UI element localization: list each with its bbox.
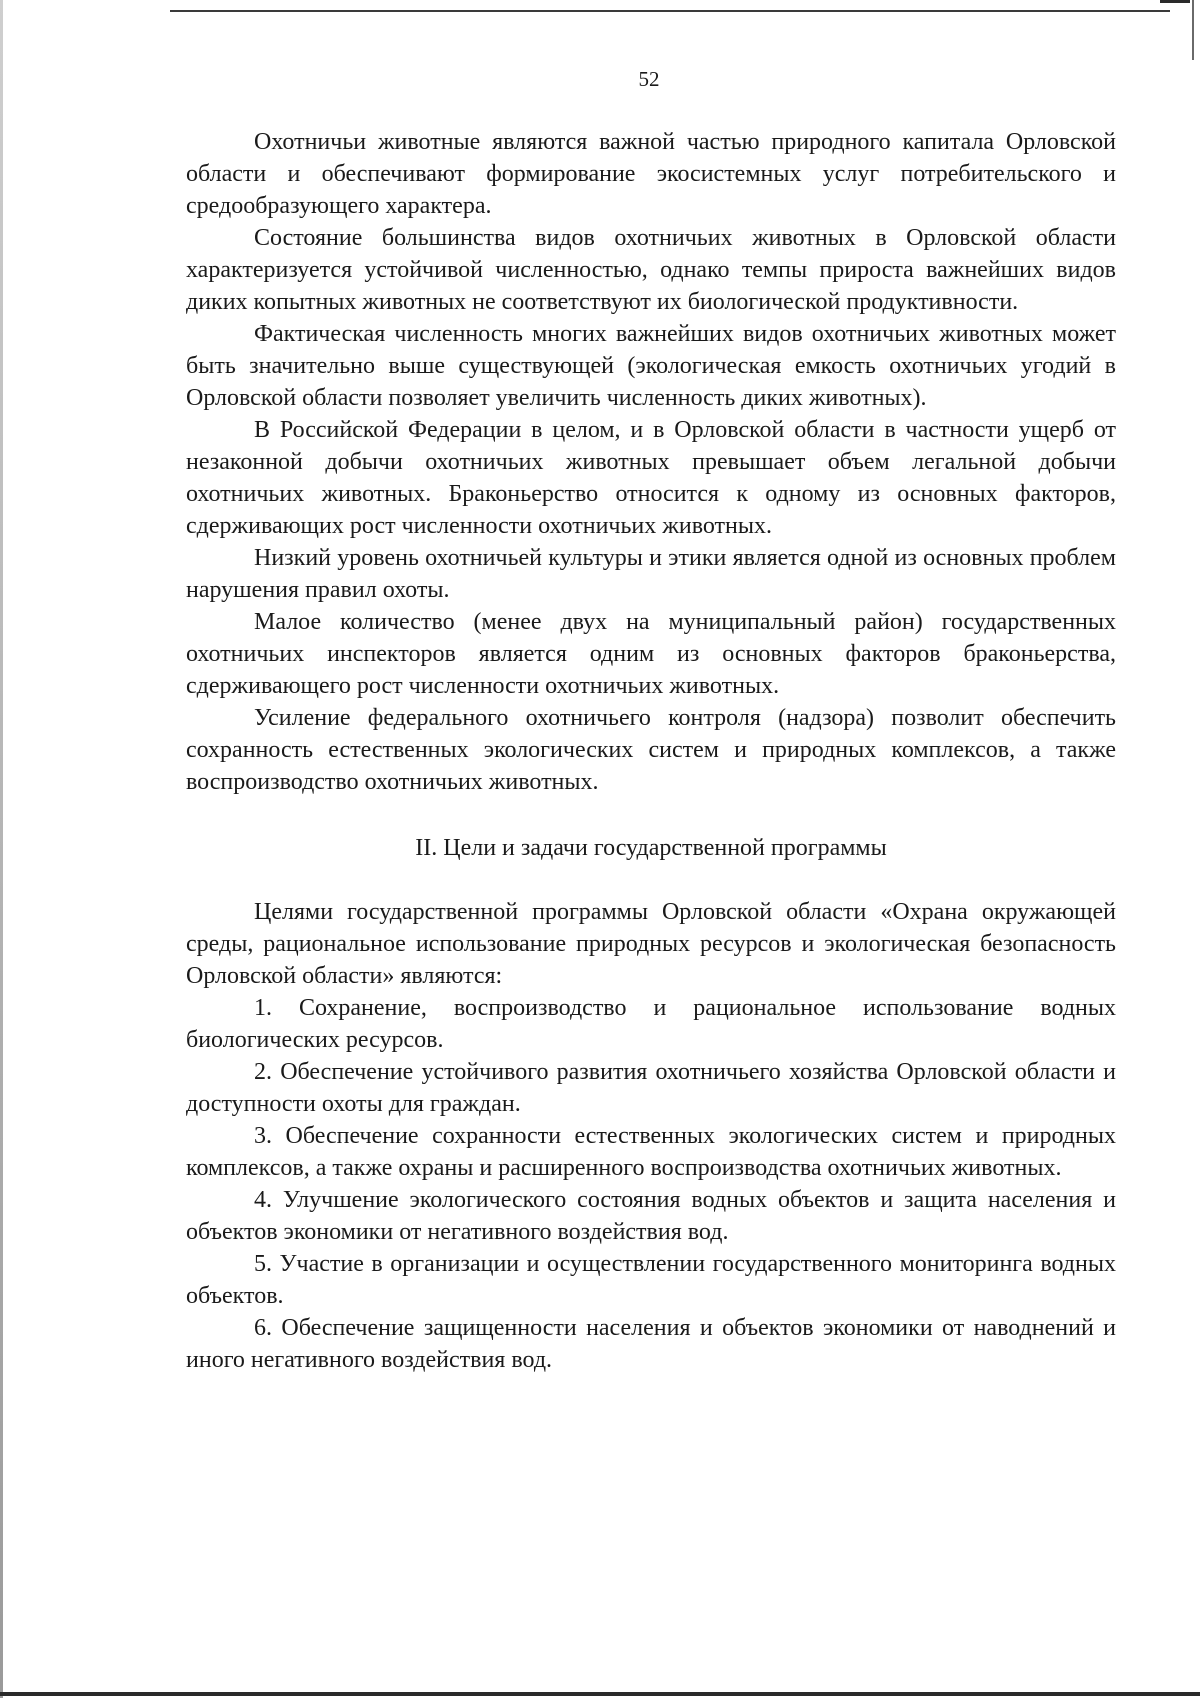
document-body [186, 126, 1116, 1376]
goal-item: 2. Обеспечение устойчивого развития охотничьего хозяйства Орловской области и доступности охоты для граждан. [186, 1059, 1116, 1117]
page-number: 52 [638, 67, 660, 91]
scan-left-edge [0, 0, 3, 1698]
scan-top-line [170, 10, 1170, 12]
scan-top-right-mark [1160, 0, 1190, 3]
goal-item: 4. Улучшение экологического состояния водных объектов и защита населения и объектов экономики от негативного воздействия вод. [186, 1187, 1116, 1245]
scan-bottom-line [0, 1692, 1200, 1696]
goal-item: 1. Сохранение, воспроизводство и рациональное использование водных биологических ресурсов. [186, 995, 1116, 1053]
paragraph: Фактическая численность многих важнейших видов охотничьих животных может быть значительно выше существующей (экологическая емкость охотничьих угодий в Орловской области позволяет увеличить численность диких животных). [186, 321, 1116, 411]
goals-intro: Целями государственной программы Орловской области «Охрана окружающей среды, рациональное использование природных ресурсов и экологическая безопасность Орловской области» являются: [186, 899, 1116, 989]
paragraph: В Российской Федерации в целом, и в Орловской области в частности ущерб от незаконной добычи охотничьих животных превышает объем легальной добычи охотничьих животных. Браконьерство относится к одному из основных факторов, сдерживающих рост численности охотничьих животных. [186, 417, 1116, 539]
section-heading: II. Цели и задачи государственной программы [415, 835, 887, 861]
scan-right-edge [1192, 0, 1194, 60]
goal-item: 6. Обеспечение защищенности населения и объектов экономики от наводнений и иного негативного воздействия вод. [186, 1315, 1116, 1373]
paragraph: Малое количество (менее двух на муниципальный район) государственных охотничьих инспекторов является одним из основных факторов браконьерства, сдерживающего рост численности охотничьих животных. [186, 609, 1116, 699]
goal-item: 5. Участие в организации и осуществлении государственного мониторинга водных объектов. [186, 1251, 1116, 1309]
paragraph: Низкий уровень охотничьей культуры и этики является одной из основных проблем нарушения правил охоты. [186, 545, 1116, 603]
paragraph: Состояние большинства видов охотничьих животных в Орловской области характеризуется устойчивой численностью, однако темпы прироста важнейших видов диких копытных животных не соответствуют их биологической продуктивности. [186, 225, 1116, 315]
paragraph: Усиление федерального охотничьего контроля (надзора) позволит обеспечить сохранность естественных экологических систем и природных комплексов, а также воспроизводство охотничьих животных. [186, 705, 1116, 795]
paragraph: Охотничьи животные являются важной частью природного капитала Орловской области и обеспечивают формирование экосистемных услуг потребительского и средообразующего характера. [186, 129, 1116, 219]
goal-item: 3. Обеспечение сохранности естественных экологических систем и природных комплексов, а также охраны и расширенного воспроизводства охотничьих животных. [186, 1123, 1116, 1181]
